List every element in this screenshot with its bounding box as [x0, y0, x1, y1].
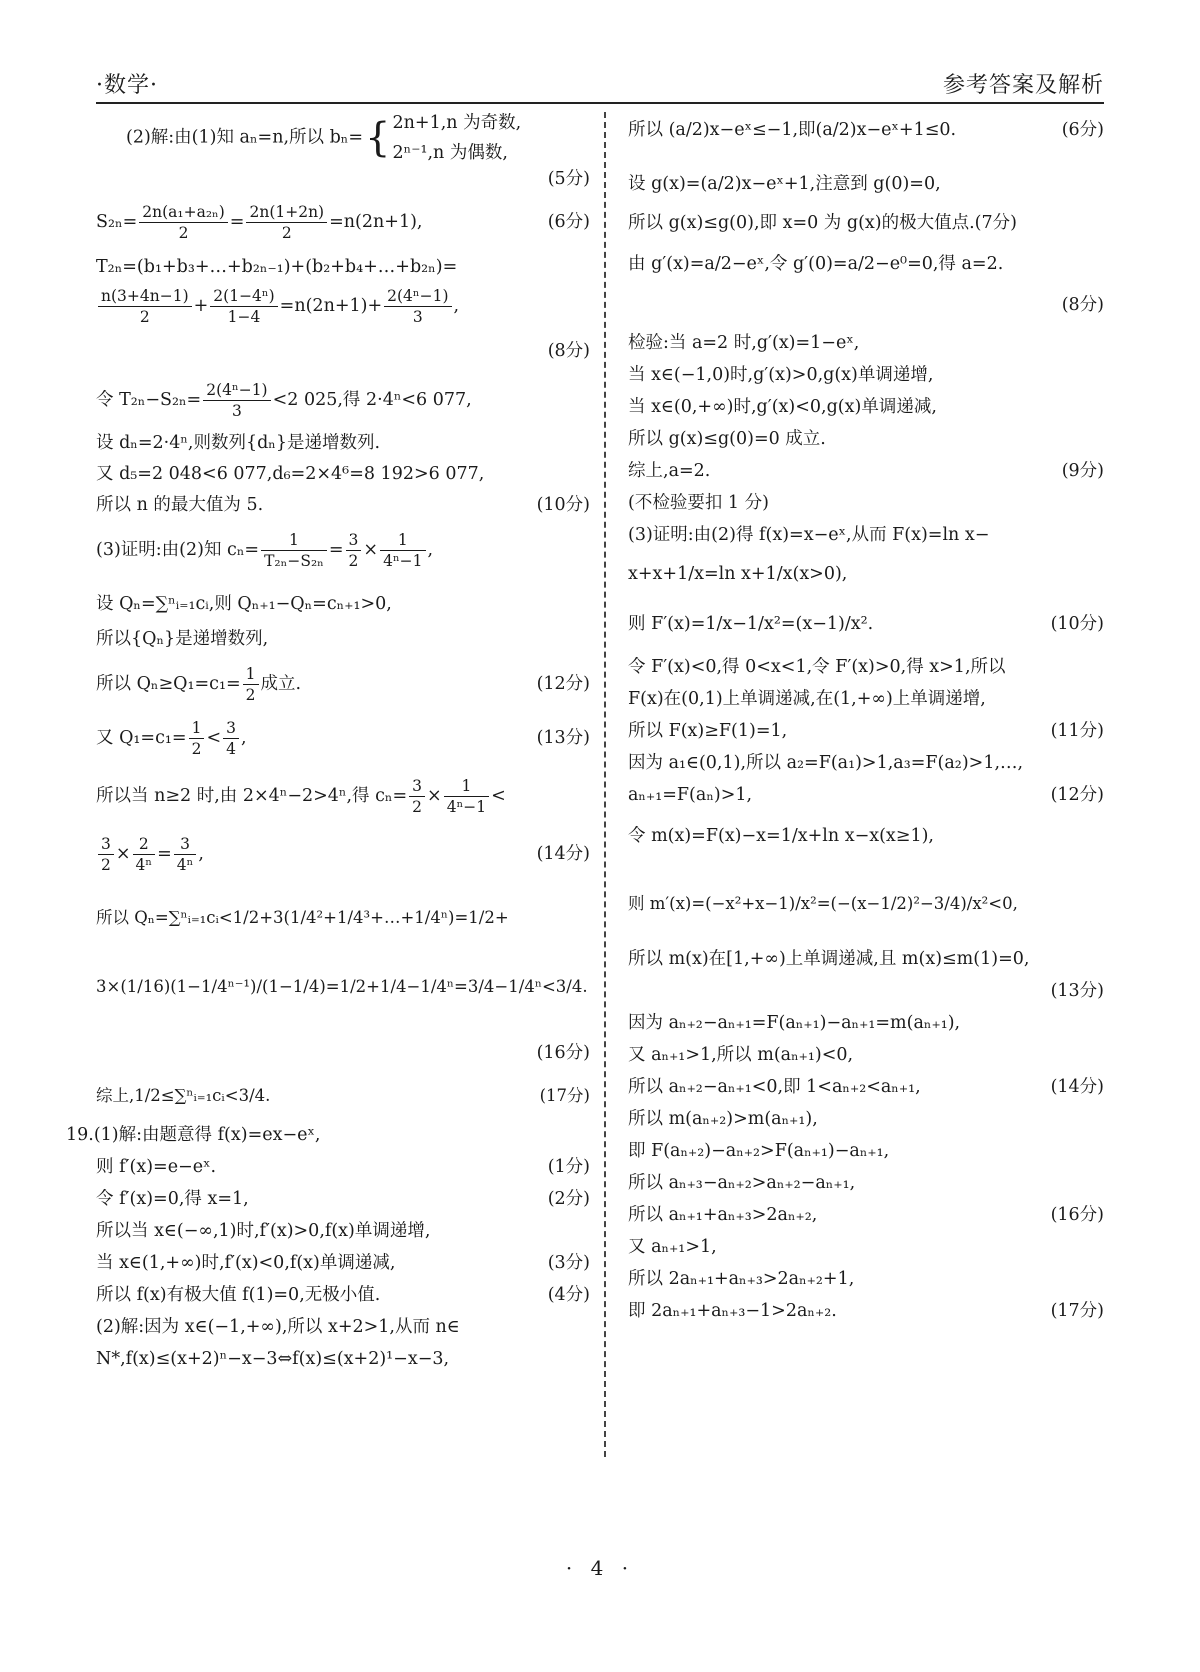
score: (6分)	[547, 212, 590, 232]
line	[96, 1250, 590, 1276]
text: ×	[115, 844, 131, 864]
fraction	[210, 286, 277, 327]
text: 所以 n 的最大值为 5.	[96, 495, 264, 515]
denominator: 1−4	[227, 308, 261, 326]
text: <	[206, 728, 222, 748]
line: (不检验要扣 1 分)	[628, 493, 769, 513]
text: ,	[198, 844, 204, 864]
numerator: 2n(a₁+a₂ₙ)	[139, 202, 228, 223]
text: ,	[453, 296, 460, 316]
numerator: 1	[444, 776, 489, 797]
line: 由 g′(x)=a/2−eˣ,令 g′(0)=a/2−e⁰=0,得 a=2.	[628, 254, 1004, 274]
denominator: T₂ₙ−S₂ₙ	[264, 552, 324, 570]
fraction	[203, 380, 270, 421]
numerator: 3	[409, 776, 425, 797]
score: (12分)	[536, 674, 590, 694]
line: 所以{Qₙ}是递增数列,	[96, 629, 269, 649]
line: 所以 2aₙ₊₁+aₙ₊₃>2aₙ₊₂+1,	[628, 1269, 855, 1289]
text: 所以 (a/2)x−eˣ≤−1,即(a/2)x−eˣ+1≤0.	[628, 120, 957, 140]
numerator: 1	[189, 718, 205, 739]
page-number: · 4 ·	[565, 1556, 635, 1580]
fraction	[98, 834, 114, 875]
text: 综上,1/2≤∑ⁿᵢ₌₁cᵢ<3/4.	[96, 1086, 271, 1105]
numerator: 3	[223, 718, 239, 739]
fraction	[380, 530, 425, 571]
fraction	[444, 776, 489, 817]
text: <2 025,得 2·4ⁿ<6 077,	[272, 390, 472, 410]
case-even: 2ⁿ⁻¹,n 为偶数,	[392, 143, 508, 163]
line	[628, 108, 1104, 152]
line: 所以 m(aₙ₊₂)>m(aₙ₊₁),	[628, 1109, 818, 1129]
text: =n(2n+1)+	[279, 296, 383, 316]
denominator: 4	[226, 740, 236, 758]
score: (13分)	[1050, 981, 1104, 1001]
text: =	[157, 844, 172, 864]
line: 所以 Qₙ=∑ⁿᵢ₌₁cᵢ<1/2+3(1/4²+1/4³+…+1/4ⁿ)=1/2+	[96, 908, 509, 927]
text: 令 T₂ₙ−S₂ₙ=	[96, 390, 202, 410]
denominator: 3	[412, 308, 423, 326]
numerator: 3	[346, 530, 362, 551]
line: 19.(1)解:由题意得 f(x)=ex−eˣ,	[66, 1125, 321, 1145]
score: (17分)	[539, 1086, 590, 1105]
score: (4分)	[547, 1285, 590, 1305]
denominator: 4ⁿ−1	[446, 798, 487, 816]
text: (2)解:由(1)知 aₙ=n,所以 bₙ=	[126, 127, 364, 148]
line	[628, 458, 1104, 484]
numerator: 2(4ⁿ−1)	[384, 286, 451, 307]
line: 又 aₙ₊₁>1,所以 m(aₙ₊₁)<0,	[628, 1045, 854, 1065]
text: =	[229, 212, 245, 232]
line: 又 d₅=2 048<6 077,d₆=2×4⁶=8 192>6 077,	[96, 464, 485, 484]
line: 所以 g(x)≤g(0),即 x=0 为 g(x)的极大值点.(7分)	[628, 213, 1017, 233]
numerator: 1	[261, 530, 327, 551]
text: 即 2aₙ₊₁+aₙ₊₃−1>2aₙ₊₂.	[628, 1301, 837, 1321]
fraction	[189, 718, 205, 759]
text: 所以 f(x)有极大值 f(1)=0,无极小值.	[96, 1285, 381, 1305]
line	[96, 1186, 590, 1212]
denominator: 4ⁿ−1	[383, 552, 423, 570]
line	[628, 1074, 1104, 1100]
fraction	[133, 834, 156, 875]
numerator: 2(4ⁿ−1)	[203, 380, 270, 401]
text: ×	[427, 786, 442, 806]
denominator: 4ⁿ	[135, 856, 153, 874]
text: 所以当 n≥2 时,由 2×4ⁿ−2>4ⁿ,得 cₙ=	[96, 786, 408, 806]
text: =	[328, 540, 344, 560]
line: 即 F(aₙ₊₂)−aₙ₊₂>F(aₙ₊₁)−aₙ₊₁,	[628, 1141, 890, 1161]
text: (3)证明:由(2)知 cₙ=	[96, 540, 260, 560]
denominator: 2	[191, 740, 202, 758]
line: 令 m(x)=F(x)−x=1/x+ln x−x(x≥1),	[628, 826, 934, 846]
subject-label: ·数学·	[96, 73, 158, 98]
line: 又 aₙ₊₁>1,	[628, 1237, 717, 1257]
text: 所以 aₙ₊₂−aₙ₊₁<0,即 1<aₙ₊₂<aₙ₊₁,	[628, 1077, 921, 1097]
section-title: 参考答案及解析	[942, 73, 1104, 98]
line: 所以 m(x)在[1,+∞)上单调递减,且 m(x)≤m(1)=0,	[628, 949, 1030, 969]
score: (8分)	[1061, 295, 1104, 315]
denominator: 4ⁿ	[176, 856, 194, 874]
line	[96, 660, 590, 708]
numerator: 1	[243, 664, 259, 685]
text: 则 F′(x)=1/x−1/x²=(x−1)/x².	[628, 614, 874, 634]
line: 设 dₙ=2·4ⁿ,则数列{dₙ}是递增数列.	[96, 433, 381, 453]
line	[96, 280, 590, 332]
line	[96, 828, 590, 880]
line	[96, 374, 590, 426]
line	[96, 524, 590, 576]
score: (14分)	[1050, 1077, 1104, 1097]
fraction	[384, 286, 451, 327]
line: 3×(1/16)(1−1/4ⁿ⁻¹)/(1−1/4)=1/2+1/4−1/4ⁿ=3/4−1/4ⁿ<3/4.	[96, 977, 588, 996]
line: F(x)在(0,1)上单调递减,在(1,+∞)上单调递增,	[628, 689, 986, 709]
fraction	[174, 834, 197, 875]
line: 当 x∈(0,+∞)时,g′(x)<0,g(x)单调递减,	[628, 397, 937, 417]
denominator: 2	[139, 308, 150, 326]
score: (11分)	[1050, 721, 1104, 741]
text: ,	[241, 728, 247, 748]
fraction	[261, 530, 327, 571]
numerator: 1	[380, 530, 425, 551]
text: 则 f′(x)=e−eˣ.	[96, 1157, 217, 1177]
fraction	[346, 530, 362, 571]
fraction	[139, 202, 228, 243]
page-header	[96, 68, 1104, 104]
text: 又 Q₁=c₁=	[96, 728, 187, 748]
line	[628, 782, 1104, 808]
line: 因为 aₙ₊₂−aₙ₊₁=F(aₙ₊₁)−aₙ₊₁=m(aₙ₊₁),	[628, 1013, 961, 1033]
line: 所以 aₙ₊₃−aₙ₊₂>aₙ₊₂−aₙ₊₁,	[628, 1173, 856, 1193]
line	[96, 1074, 590, 1118]
line: 检验:当 a=2 时,g′(x)=1−eˣ,	[628, 333, 860, 353]
line: 当 x∈(−1,0)时,g′(x)>0,g(x)单调递增,	[628, 365, 934, 385]
text: ×	[363, 540, 379, 560]
fraction	[98, 286, 192, 327]
line	[96, 108, 590, 166]
numerator: 3	[98, 834, 114, 855]
score: (8分)	[547, 341, 590, 361]
piecewise	[393, 108, 522, 168]
score: (9分)	[1061, 461, 1104, 481]
line	[96, 770, 590, 822]
line: 则 m′(x)=(−x²+x−1)/x²=(−(x−1/2)²−3/4)/x²<0,	[628, 894, 1018, 913]
line: 设 Qₙ=∑ⁿᵢ₌₁cᵢ,则 Qₙ₊₁−Qₙ=cₙ₊₁>0,	[96, 594, 392, 614]
line	[628, 1202, 1104, 1228]
score: (16分)	[1050, 1205, 1104, 1225]
score: (14分)	[536, 844, 590, 864]
numerator: 2	[133, 834, 156, 855]
text: 所以 Qₙ≥Q₁=c₁=	[96, 674, 241, 694]
score: (13分)	[536, 728, 590, 748]
score: (16分)	[536, 1043, 590, 1063]
line: 设 g(x)=(a/2)x−eˣ+1,注意到 g(0)=0,	[628, 174, 941, 194]
line	[628, 718, 1104, 744]
text: +	[193, 296, 209, 316]
text: <	[491, 786, 506, 806]
denominator: 2	[245, 686, 256, 704]
brace: {	[365, 115, 391, 161]
numerator: 3	[174, 834, 197, 855]
line	[96, 714, 590, 762]
line	[628, 602, 1104, 646]
line: T₂ₙ=(b₁+b₃+…+b₂ₙ₋₁)+(b₂+b₄+…+b₂ₙ)=	[96, 257, 458, 277]
line	[96, 492, 590, 518]
text: 综上,a=2.	[628, 461, 711, 481]
line: x+x+1/x=ln x+1/x(x>0),	[628, 564, 848, 584]
denominator: 2	[281, 224, 292, 242]
score: (17分)	[1050, 1301, 1104, 1321]
denominator: 2	[101, 856, 111, 874]
numerator: n(3+4n−1)	[98, 286, 192, 307]
line	[96, 1282, 590, 1308]
line	[628, 1298, 1104, 1324]
column-divider	[604, 112, 606, 1457]
text: ,	[427, 540, 434, 560]
denominator: 3	[231, 402, 242, 420]
line: (2)解:因为 x∈(−1,+∞),所以 x+2>1,从而 n∈	[96, 1317, 460, 1337]
score: (3分)	[547, 1253, 590, 1273]
denominator: 2	[412, 798, 423, 816]
score: (10分)	[536, 495, 590, 515]
fraction	[243, 664, 259, 705]
score: (2分)	[547, 1189, 590, 1209]
score: (5分)	[547, 169, 590, 189]
case-odd: 2n+1,n 为奇数,	[392, 113, 522, 133]
line	[96, 196, 590, 248]
fraction	[223, 718, 239, 759]
line: N*,f(x)≤(x+2)ⁿ−x−3⇔f(x)≤(x+2)¹−x−3,	[96, 1349, 450, 1369]
text: S₂ₙ=	[96, 212, 138, 232]
text: aₙ₊₁=F(aₙ)>1,	[628, 785, 753, 805]
line: 所以当 x∈(−∞,1)时,f′(x)>0,f(x)单调递增,	[96, 1221, 431, 1241]
fraction	[409, 776, 425, 817]
text: 当 x∈(1,+∞)时,f′(x)<0,f(x)单调递减,	[96, 1253, 396, 1273]
numerator: 2n(1+2n)	[246, 202, 327, 223]
line: 令 F′(x)<0,得 0<x<1,令 F′(x)>0,得 x>1,所以	[628, 657, 1006, 677]
left-column	[66, 108, 590, 1372]
numerator: 2(1−4ⁿ)	[210, 286, 277, 307]
fraction	[246, 202, 327, 243]
line: 所以 g(x)≤g(0)=0 成立.	[628, 429, 826, 449]
line	[96, 1154, 590, 1180]
line: 因为 a₁∈(0,1),所以 a₂=F(a₁)>1,a₃=F(a₂)>1,…,	[628, 753, 1024, 773]
score: (6分)	[1061, 120, 1104, 140]
text: =n(2n+1),	[329, 212, 423, 232]
score: (1分)	[547, 1157, 590, 1177]
text: 成立.	[260, 674, 302, 694]
text: 所以 aₙ₊₁+aₙ₊₃>2aₙ₊₂,	[628, 1205, 818, 1225]
text: 令 f′(x)=0,得 x=1,	[96, 1189, 249, 1209]
line: (3)证明:由(2)得 f(x)=x−eˣ,从而 F(x)=ln x−	[628, 525, 990, 545]
text: 所以 F(x)≥F(1)=1,	[628, 721, 788, 741]
score: (12分)	[1050, 785, 1104, 805]
score: (10分)	[1050, 614, 1104, 634]
right-column	[628, 108, 1104, 1324]
denominator: 2	[178, 224, 189, 242]
denominator: 2	[348, 552, 359, 570]
